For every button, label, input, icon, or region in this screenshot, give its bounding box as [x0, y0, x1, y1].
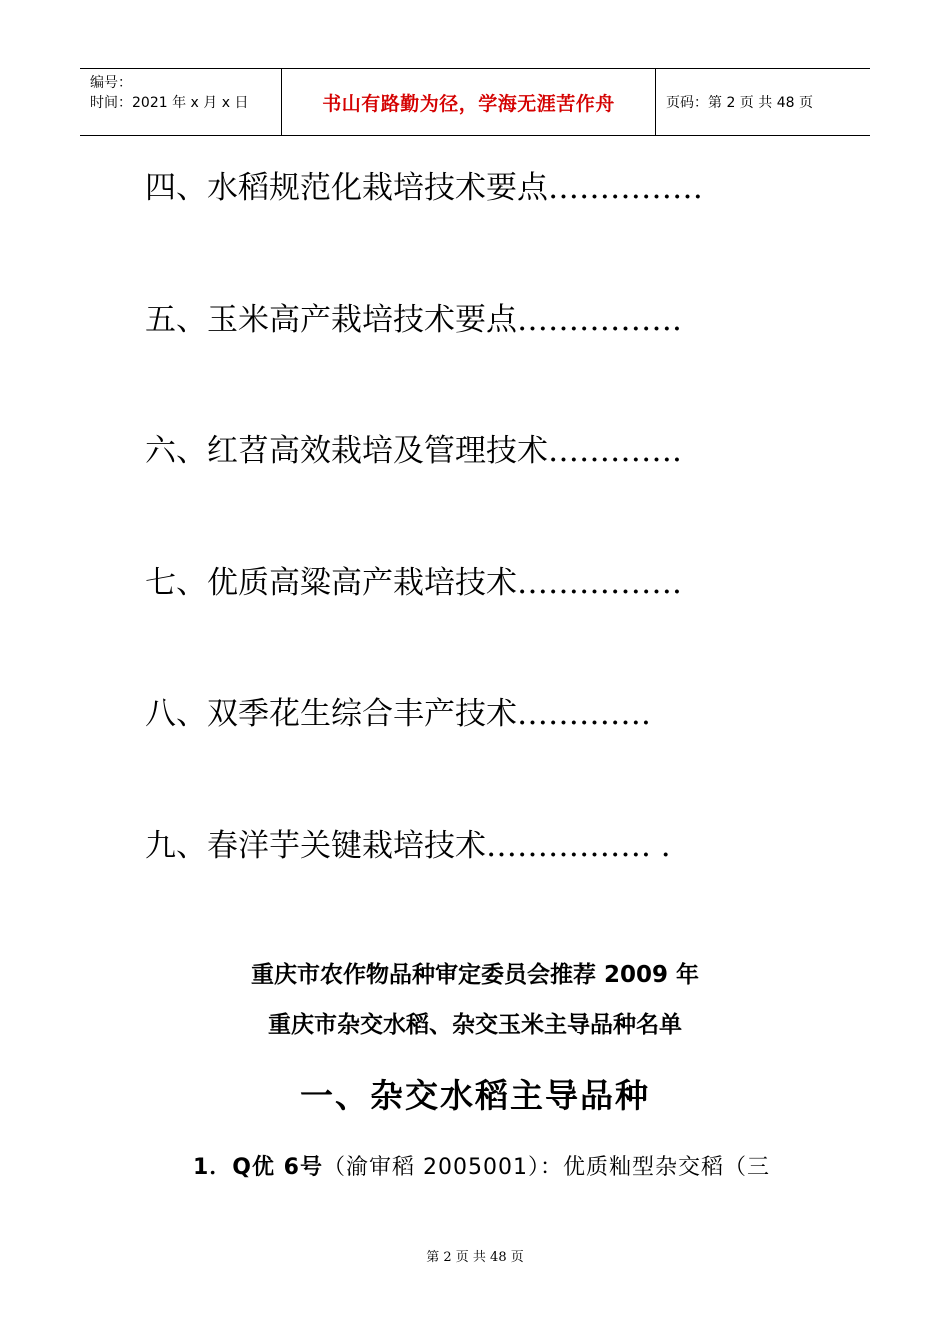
page-header: [80, 68, 870, 136]
toc-item: 六、红苕高效栽培及管理技术………….: [145, 433, 682, 469]
recommendation-title-line2: 重庆市杂交水稻、杂交玉米主导品种名单: [268, 1012, 682, 1038]
variety-name: 1．Q优 6号: [193, 1155, 323, 1180]
header-motto: 书山有路勤为径，学海无涯苦作舟: [282, 69, 656, 135]
toc-item: 七、优质高粱高产栽培技术…………….: [145, 564, 682, 601]
header-code: 编号：: [90, 75, 132, 91]
page-footer: 第 2 页 共 48 页: [426, 1250, 524, 1265]
toc-item: 九、春洋芋关键栽培技术……………. .: [145, 827, 671, 864]
toc-item: 四、水稻规范化栽培技术要点……………: [145, 170, 703, 206]
header-meta: [80, 69, 282, 135]
header-time: 时间：2021 年 x 月 x 日: [90, 95, 249, 111]
table-of-contents: [145, 160, 865, 949]
recommendation-title-line1: 重庆市农作物品种审定委员会推荐 2009 年: [250, 962, 700, 988]
section-title: 一、杂交水稻主导品种: [300, 1076, 650, 1115]
variety-entry: [193, 1150, 770, 1181]
header-page-info: 页码：第 2 页 共 48 页: [666, 95, 813, 111]
variety-description: （渝审稻 2005001）：优质籼型杂交稻（三: [322, 1155, 770, 1180]
toc-item: 八、双季花生综合丰产技术………….: [145, 696, 651, 732]
toc-item: 五、玉米高产栽培技术要点…………….: [145, 301, 682, 338]
